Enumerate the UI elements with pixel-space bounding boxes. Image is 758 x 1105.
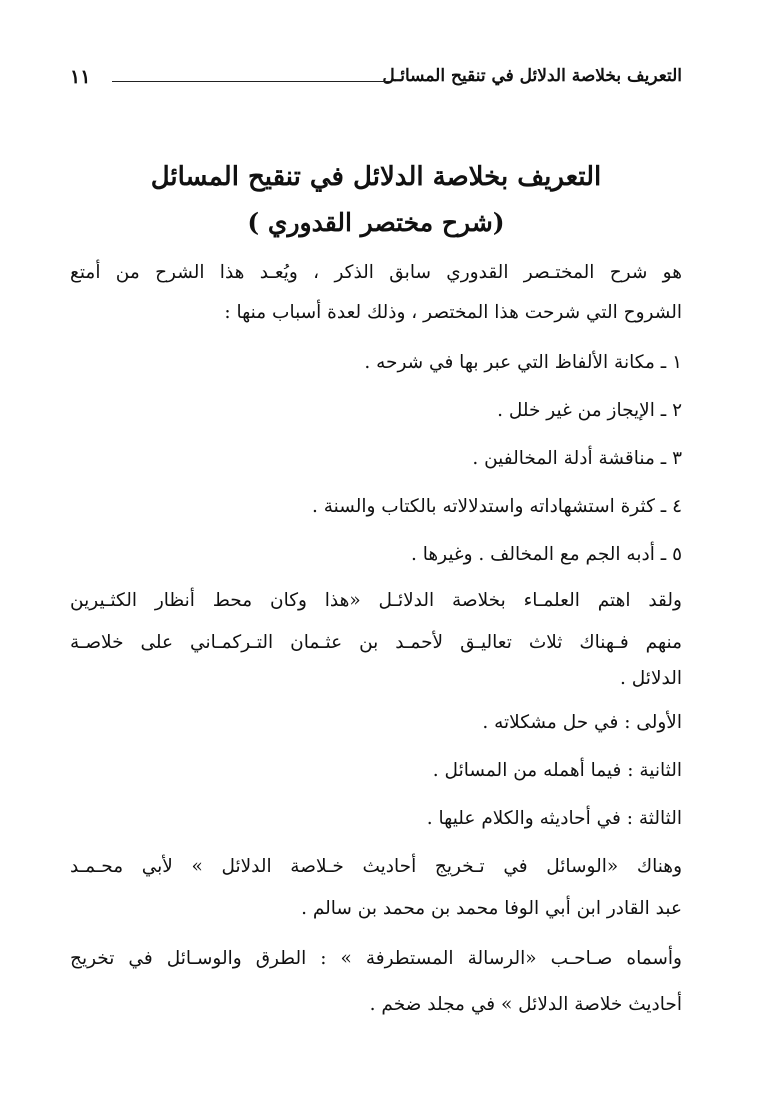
intro-line-1: هو شرح المختـصر القدوري سابق الذكر ، ويُعـد هذا الشرح من أمتع: [70, 262, 682, 283]
header-rule: [112, 81, 390, 82]
scholars-line-3: الدلائل .: [620, 668, 682, 689]
wasail-line-1: وهناك «الوسائل في تـخريج أحاديث خـلاصة الدلائل » لأبي محـمـد: [70, 856, 682, 877]
reason-item-4: ٤ ـ كثرة استشهاداته واستدلالاته بالكتاب والسنة .: [311, 496, 682, 517]
mustatrafa-line-1: وأسماه صـاحـب «الرسالة المستطرفة » : الطرق والوسـائل في تخريج: [70, 948, 682, 969]
mustatrafa-line-2: أحاديث خلاصة الدلائل » في مجلد ضخم .: [369, 994, 682, 1015]
reason-item-3: ٣ ـ مناقشة أدلة المخالفين .: [472, 448, 682, 469]
page-number: ١١: [70, 66, 91, 88]
page-header: [70, 62, 682, 98]
commentary-item-3: الثالثة : في أحاديثه والكلام عليها .: [426, 808, 682, 829]
scholars-line-2: منهم فـهناك ثلاث تعاليـق لأحمـد بن عثـمان التـركمـاني على خلاصـة: [70, 632, 682, 653]
scholars-line-1: ولقد اهتم العلمـاء بخلاصة الدلائـل «هذا وكان محط أنظار الكثـيرين: [70, 590, 682, 611]
reason-item-2: ٢ ـ الإيجاز من غير خلل .: [497, 400, 682, 421]
commentary-item-2: الثانية : فيما أهمله من المسائل .: [432, 760, 682, 781]
section-subtitle: (شرح مختصر القدوري ): [247, 208, 505, 237]
commentary-item-1: الأولى : في حل مشكلاته .: [482, 712, 682, 733]
reason-item-5: ٥ ـ أدبه الجم مع المخالف . وغيرها .: [410, 544, 682, 565]
wasail-line-2: عبد القادر ابن أبي الوفا محمد بن محمد بن سالم .: [301, 898, 682, 919]
section-title: التعريف بخلاصة الدلائل في تنقيح المسائل: [150, 162, 602, 192]
running-title: التعريف بخلاصة الدلائل في تنقيح المسائـل: [382, 66, 682, 86]
reason-item-1: ١ ـ مكانة الألفاظ التي عبر بها في شرحه .: [364, 352, 682, 373]
intro-line-2: الشروح التي شرحت هذا المختصر ، وذلك لعدة أسباب منها :: [224, 302, 682, 323]
